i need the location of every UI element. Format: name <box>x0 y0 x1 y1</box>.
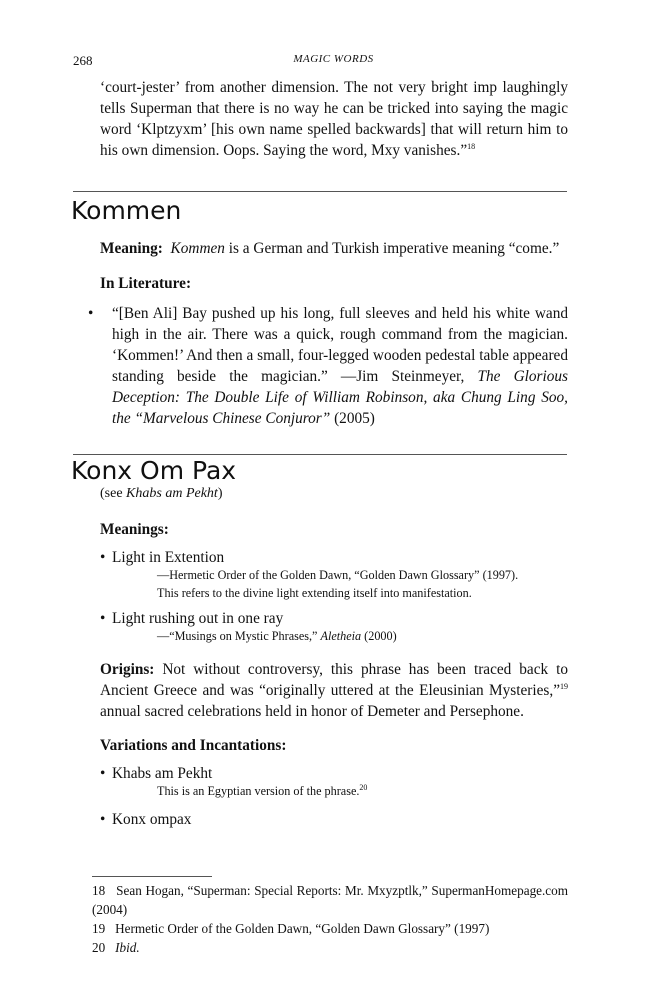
page-number: 268 <box>73 53 93 68</box>
section-rule <box>73 191 567 192</box>
see-ref: Khabs am Pekht <box>126 486 218 501</box>
footnote-text: Sean Hogan, “Superman: Special Reports: Mr. Mxyzptlk,” SupermanHomepage.com (2004) <box>92 883 569 917</box>
footnote-19 <box>92 919 568 938</box>
origins-paragraph <box>100 659 568 722</box>
entry-title-konx-om-pax: Konx Om Pax <box>71 456 237 485</box>
kommen-meaning <box>100 238 568 259</box>
meaning-1-note: This refers to the divine light extending itself into manifestation. <box>157 586 472 600</box>
footnote-number: 19 <box>92 921 106 936</box>
cite-b: Aletheia <box>320 629 362 643</box>
literature-quote <box>88 303 568 429</box>
meaning-2-cite <box>157 627 577 645</box>
meaning-text: is a German and Turkish imperative meaning “come.” <box>224 240 560 257</box>
bullet: • <box>88 305 94 322</box>
bullet: • <box>100 811 106 828</box>
intro-paragraph <box>100 77 568 161</box>
origins-label: Origins: <box>100 661 155 678</box>
footnote-ref-18: 18 <box>467 141 476 151</box>
footnote-text: Hermetic Order of the Golden Dawn, “Golden Dawn Glossary” (1997) <box>115 921 490 936</box>
footnote-number: 20 <box>92 940 106 955</box>
quote-year: (2005) <box>330 410 375 427</box>
meaning-item-2 <box>100 608 568 629</box>
origins-text: Not without controversy, this phrase has been traced back to Ancient Greece and was “originally uttered at the Eleusinian Mysteries,” <box>100 661 568 699</box>
cite-c: (2000) <box>361 629 397 643</box>
origins-text-2: annual sacred celebrations held in honor of Demeter and Persephone. <box>100 703 524 720</box>
see-reference <box>100 483 568 504</box>
meanings-heading: Meanings: <box>100 521 169 538</box>
footnote-18 <box>92 881 568 919</box>
intro-text: ‘court-jester’ from another dimension. The not very bright imp laughingly tells Superman that there is no way he can be tricked into saying the magic word ‘Klptzyxm’ [his own name spelled backwards] that will return him to his own dimension. Oops. Saying the word, Mxy vanishes.” <box>100 79 568 159</box>
meaning-word: Kommen <box>170 240 225 257</box>
footnote-ref-20: 20 <box>359 782 368 792</box>
entry-title-kommen: Kommen <box>71 196 182 225</box>
quote-title: The Glorious Deception: The Double Life of William Robinson, aka Chung Ling Soo, the “Marvelous Chinese Conjuror” <box>112 368 568 427</box>
footnote-ref-19: 19 <box>560 681 568 691</box>
footnote-number: 18 <box>92 883 106 898</box>
see-suffix: ) <box>217 486 223 501</box>
meaning-label: Meaning: <box>100 240 163 257</box>
footnote-text: Ibid. <box>115 940 140 955</box>
variation-item-1 <box>100 763 568 784</box>
meaning-2-text: Light rushing out in one ray <box>112 610 284 627</box>
bullet: • <box>100 549 106 566</box>
footnote-20 <box>92 938 568 957</box>
literature-heading: In Literature: <box>100 275 192 292</box>
cite-a: —“Musings on Mystic Phrases,” <box>157 629 321 643</box>
section-rule <box>73 454 567 455</box>
variation-2-text: Konx ompax <box>112 811 192 828</box>
meaning-1-cite: —Hermetic Order of the Golden Dawn, “Golden Dawn Glossary” (1997). <box>157 568 519 582</box>
see-prefix: (see <box>100 486 127 501</box>
footnote-rule <box>92 876 212 877</box>
variation-1-note <box>157 782 577 800</box>
meaning-item-1 <box>100 547 568 568</box>
variation-1-text: Khabs am Pekht <box>112 765 213 782</box>
variation-item-2 <box>100 809 568 830</box>
bullet: • <box>100 610 106 627</box>
bullet: • <box>100 765 106 782</box>
variations-heading: Variations and Incantations: <box>100 737 287 754</box>
variation-note-text: This is an Egyptian version of the phrase. <box>157 784 360 798</box>
meaning-1-text: Light in Extention <box>112 549 225 566</box>
quote-text: “[Ben Ali] Bay pushed up his long, full sleeves and held his white wand high in the air. There was a quick, rough command from the magician. ‘Kommen!’ And then a small, four-legged wooden pedestal table appeared standing beside the magician.” —Jim Steinmeyer, <box>112 305 568 385</box>
running-head: MAGIC WORDS <box>293 53 374 65</box>
